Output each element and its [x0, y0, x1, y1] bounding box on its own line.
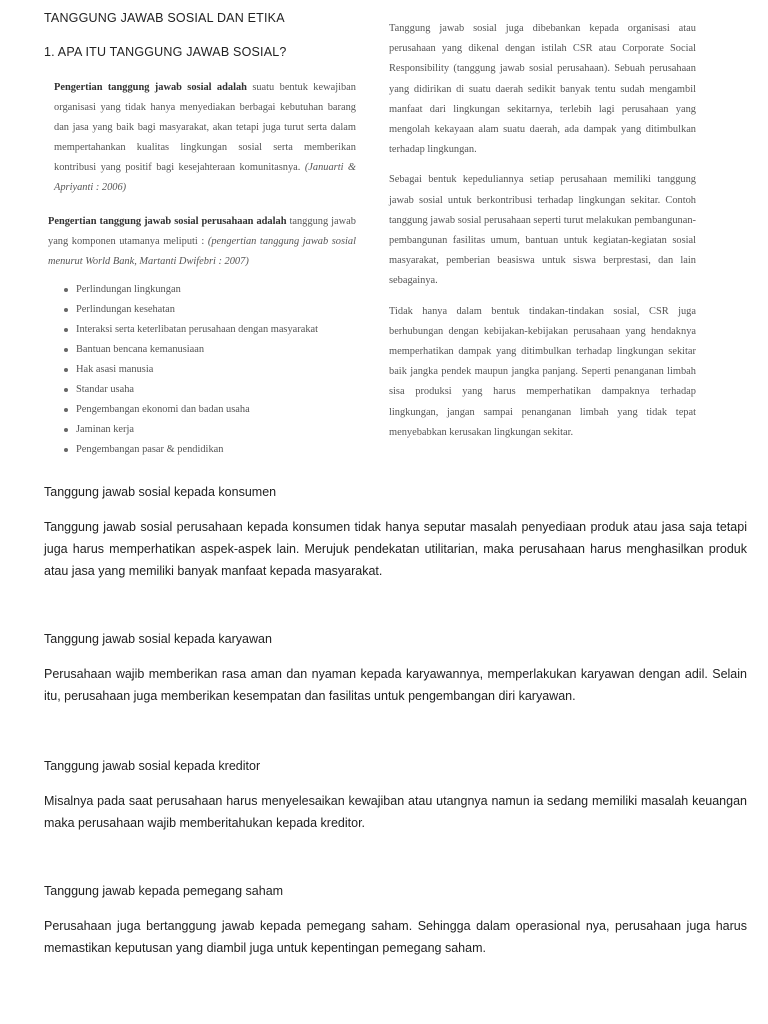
left-column-image-text [48, 78, 356, 460]
section-consumer [44, 482, 747, 582]
list-item: Jaminan kerja [64, 420, 356, 440]
section-title: Tanggung jawab kepada pemegang saham [44, 884, 284, 898]
list-item: Perlindungan kesehatan [64, 300, 356, 320]
csr-definition-citation: (pengertian tanggung jawab sosial menurut World Bank, Martanti Dwifebri : 2007) [48, 236, 356, 267]
section-body: Tanggung jawab sosial perusahaan kepada konsumen tidak hanya seputar masalah penyediaan produk atau jasa saja tetapi juga harus memperhatikan aspek-aspek lain. Merujuk pendekatan utilitarian, maka perusahaan harus menghasilkan produk atau jasa yang memiliki banyak manfaat kepada masyarakat. [44, 520, 747, 578]
list-item: Perlindungan lingkungan [64, 280, 356, 300]
section-shareholder [44, 881, 747, 959]
section-title: Tanggung jawab sosial kepada karyawan [44, 632, 272, 646]
section-body: Perusahaan wajib memberikan rasa aman dan nyaman kepada karyawannya, memperlakukan karyawan dengan adil. Selain itu, perusahaan juga memberikan kesempatan dan fasilitas untuk pengembangan diri karyawan. [44, 667, 747, 703]
section-employee [44, 629, 747, 707]
component-list [54, 280, 356, 460]
csr-paragraph-3: Tidak hanya dalam bentuk tindakan-tindakan sosial, CSR juga berhubungan dengan kebijakan-kebijakan perusahaan yang hendaknya memperhatikan dampak yang ditimbulkan terhadap lingkungan sekitar baik jangka pendek maupun jangka panjang. Seperti penanganan limbah sisa produksi yang harus memperhatikan dampaknya terhadap lingkungan, jangan sampai penanganan limbah yang tidak tepat menyebabkan kerusakan lingkungan sekitar. [389, 305, 696, 438]
list-item: Interaksi serta keterlibatan perusahaan dengan masyarakat [64, 320, 356, 340]
csr-definition-text: tanggung jawab yang komponen utamanya meliputi : [48, 216, 356, 247]
csr-paragraph-1: Tanggung jawab sosial juga dibebankan kepada organisasi atau perusahaan yang dikenal dengan istilah CSR atau Corporate Social Responsibility (tanggung jawab sosial perusahaan). Sebuah perusahaan yang didirikan di suatu daerah sedikit banyak tentu sudah mengambil manfaat dari lingkungan sekitarnya, terlebih lagi perusahaan yang mengolah kekayaan alam suatu daerah, ada dampak yang ditimbulkan terhadap lingkungan. [389, 23, 696, 156]
section-body: Perusahaan juga bertanggung jawab kepada pemegang saham. Sehingga dalam operasional nya, perusahaan juga harus memastikan keputusan yang diambil juga untuk kepentingan pemegang saham. [44, 919, 747, 955]
list-item: Pengembangan pasar & pendidikan [64, 440, 356, 460]
right-column-image-text [389, 19, 696, 453]
definition-paragraph [54, 78, 356, 198]
list-item: Bantuan bencana kemanusiaan [64, 340, 356, 360]
section-heading: 1. APA ITU TANGGUNG JAWAB SOSIAL? [44, 45, 287, 59]
csr-definition-term: Pengertian tanggung jawab sosial perusahaan adalah [48, 216, 287, 227]
document-title: TANGGUNG JAWAB SOSIAL DAN ETIKA [44, 11, 285, 25]
section-creditor [44, 756, 747, 834]
definition-text: suatu bentuk kewajiban organisasi yang tidak hanya menyediakan berbagai kebutuhan barang dan jasa yang baik bagi masyarakat, akan tetapi juga turut serta dalam mempertahankan kualitas lingkungan sosial serta memberikan kontribusi yang positif bagi kesejahteraan komunitasnya. [54, 82, 356, 173]
csr-definition-paragraph [48, 212, 356, 272]
definition-term: Pengertian tanggung jawab sosial adalah [54, 82, 247, 93]
section-title: Tanggung jawab sosial kepada konsumen [44, 485, 277, 499]
section-body: Misalnya pada saat perusahaan harus menyelesaikan kewajiban atau utangnya namun ia sedang memiliki masalah keuangan maka perusahaan wajib memberitahukan kepada kreditor. [44, 794, 747, 830]
list-item: Hak asasi manusia [64, 360, 356, 380]
list-item: Pengembangan ekonomi dan badan usaha [64, 400, 356, 420]
definition-citation: (Januarti & Apriyanti : 2006) [54, 162, 356, 193]
section-title: Tanggung jawab sosial kepada kreditor [44, 759, 261, 773]
csr-paragraph-2: Sebagai bentuk kepeduliannya setiap perusahaan memiliki tanggung jawab sosial untuk berkontribusi terhadap lingkungan sekitar. Contoh tanggung jawab sosial perusahaan seperti turut melakukan pembangunan-pembangunan fasilitas umum, bantuan untuk kegiatan-kegiatan sosial masyarakat, pemberian beasiswa untuk siswa berprestasi, dan lain sebagainya. [389, 174, 696, 287]
list-item: Standar usaha [64, 380, 356, 400]
